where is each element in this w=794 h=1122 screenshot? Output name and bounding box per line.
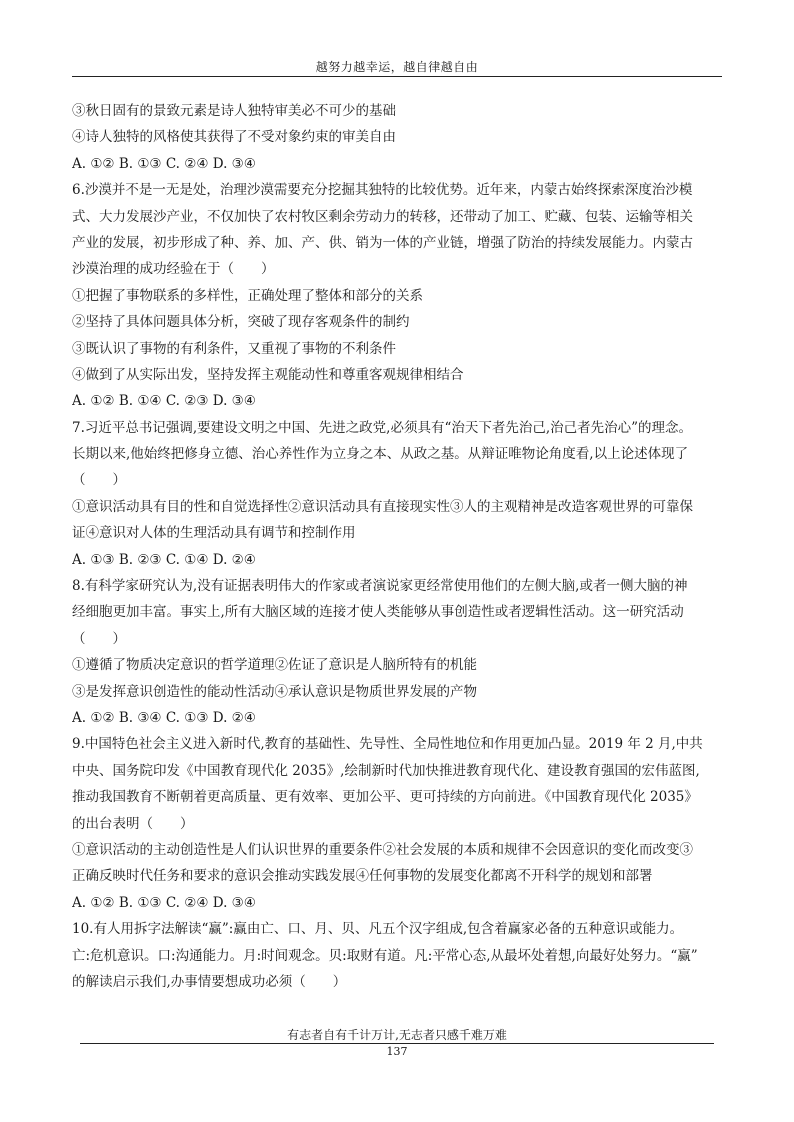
statement-item: 正确反映时代任务和要求的意识会推动实践发展④任何事物的发展变化都离不开科学的规划和部署 (72, 868, 653, 885)
statement-item: ③既认识了事物的有利条件，又重视了事物的不利条件 (72, 340, 396, 357)
question-9-text: 9.中国特色社会主义进入新时代,教育的基础性、先导性、全局性地位和作用更加凸显。2019 年 2 月,中共 (72, 736, 703, 753)
question-6-text: 6.沙漠并不是一无是处，治理沙漠需要充分挖掘其独特的比较优势。近年来，内蒙古始终探索深度治沙模 (72, 182, 693, 199)
statement-item: ①把握了事物联系的多样性，正确处理了整体和部分的关系 (72, 287, 423, 304)
text-line: 式、大力发展沙产业，不仅加快了农村牧区剩余劳动力的转移，还带动了加工、贮藏、包装、运输等相关 (72, 208, 693, 225)
statement-item: ④做到了从实际出发，坚持发挥主观能动性和尊重客观规律相结合 (72, 366, 464, 383)
statement-item: 证④意识对人体的生理活动具有调节和控制作用 (72, 525, 356, 542)
text-line: 经细胞更加丰富。事实上,所有大脑区域的连接才使人类能够从事创造性或者逻辑性活动。这一研究活动 (72, 604, 684, 621)
text-line: 产业的发展，初步形成了种、养、加、产、供、销为一体的产业链，增强了防治的持续发展能力。内蒙古 (72, 234, 693, 251)
text-line: 中央、国务院印发《中国教育现代化 2035》,绘制新时代加快推进教育现代化、建设教育强国的宏伟蓝图, (72, 762, 700, 779)
answer-options: A. ①② B. ①③ C. ②④ D. ③④ (72, 894, 256, 911)
question-7-text: 7.习近平总书记强调,要建设文明之中国、先进之政党,必须具有“治天下者先治己,治己者先治心”的理念。 (72, 419, 693, 436)
text-line: 的出台表明（ ） (72, 815, 194, 832)
statement-item: ③是发挥意识创造性的能动性活动④承认意识是物质世界发展的产物 (72, 683, 477, 700)
statement-item: ①遵循了物质决定意识的哲学道理②佐证了意识是人脑所特有的机能 (72, 657, 477, 674)
text-line: 推动我国教育不断朝着更高质量、更有效率、更加公平、更可持续的方向前进。《中国教育现代化 2035》 (72, 789, 698, 806)
statement-item: ②坚持了具体问题具体分析，突破了现存客观条件的制约 (72, 314, 410, 331)
question-10-text: 10.有人用拆字法解读“赢”:赢由亡、口、月、贝、凡五个汉字组成,包含着赢家必备的五种意识或能力。 (72, 921, 684, 938)
text-line: 的解读启示我们,办事情要想成功必须（ ） (72, 973, 347, 990)
statement-item: ①意识活动具有目的性和自觉选择性②意识活动具有直接现实性③人的主观精神是改造客观世界的可靠保 (72, 498, 693, 515)
text-line: ③秋日固有的景致元素是诗人独特审美必不可少的基础 (72, 103, 396, 119)
text-line: （ ） (72, 630, 126, 647)
text-line: （ ） (72, 472, 126, 489)
answer-options: A. ①③ B. ②③ C. ①④ D. ②④ (72, 551, 256, 568)
text-line: 沙漠治理的成功经验在于（ ） (72, 261, 275, 278)
answer-options: A. ①② B. ③④ C. ①③ D. ②④ (72, 709, 256, 726)
page-number: 137 (386, 1045, 408, 1058)
footer-divider (80, 1043, 714, 1044)
text-line: 亡:危机意识。口:沟通能力。月:时间观念。贝:取财有道。凡:平常心态,从最坏处着想,向最好处努力。“赢” (72, 947, 698, 964)
statement-item: ①意识活动的主动创造性是人们认识世界的重要条件②社会发展的本质和规律不会因意识的变化而改变③ (72, 841, 693, 858)
text-line: ④诗人独特的风格使其获得了不受对象约束的审美自由 (72, 129, 396, 146)
question-content (72, 98, 728, 995)
header-divider (72, 76, 722, 77)
page-header-motto: 越努力越幸运，越自律越自由 (315, 60, 479, 74)
answer-options: A. ①② B. ①④ C. ②③ D. ③④ (72, 393, 256, 410)
text-line: 长期以来,他始终把修身立德、治心养性作为立身之本、从政之基。从辩证唯物论角度看,以上论述体现了 (72, 446, 689, 463)
answer-options: A. ①② B. ①③ C. ②④ D. ③④ (72, 155, 256, 172)
page-footer-quote: 有志者自有千计万计,无志者只感千难万难 (287, 1028, 507, 1042)
question-8-text: 8.有科学家研究认为,没有证据表明伟大的作家或者演说家更经常使用他们的左侧大脑,或者一侧大脑的神 (72, 578, 688, 595)
